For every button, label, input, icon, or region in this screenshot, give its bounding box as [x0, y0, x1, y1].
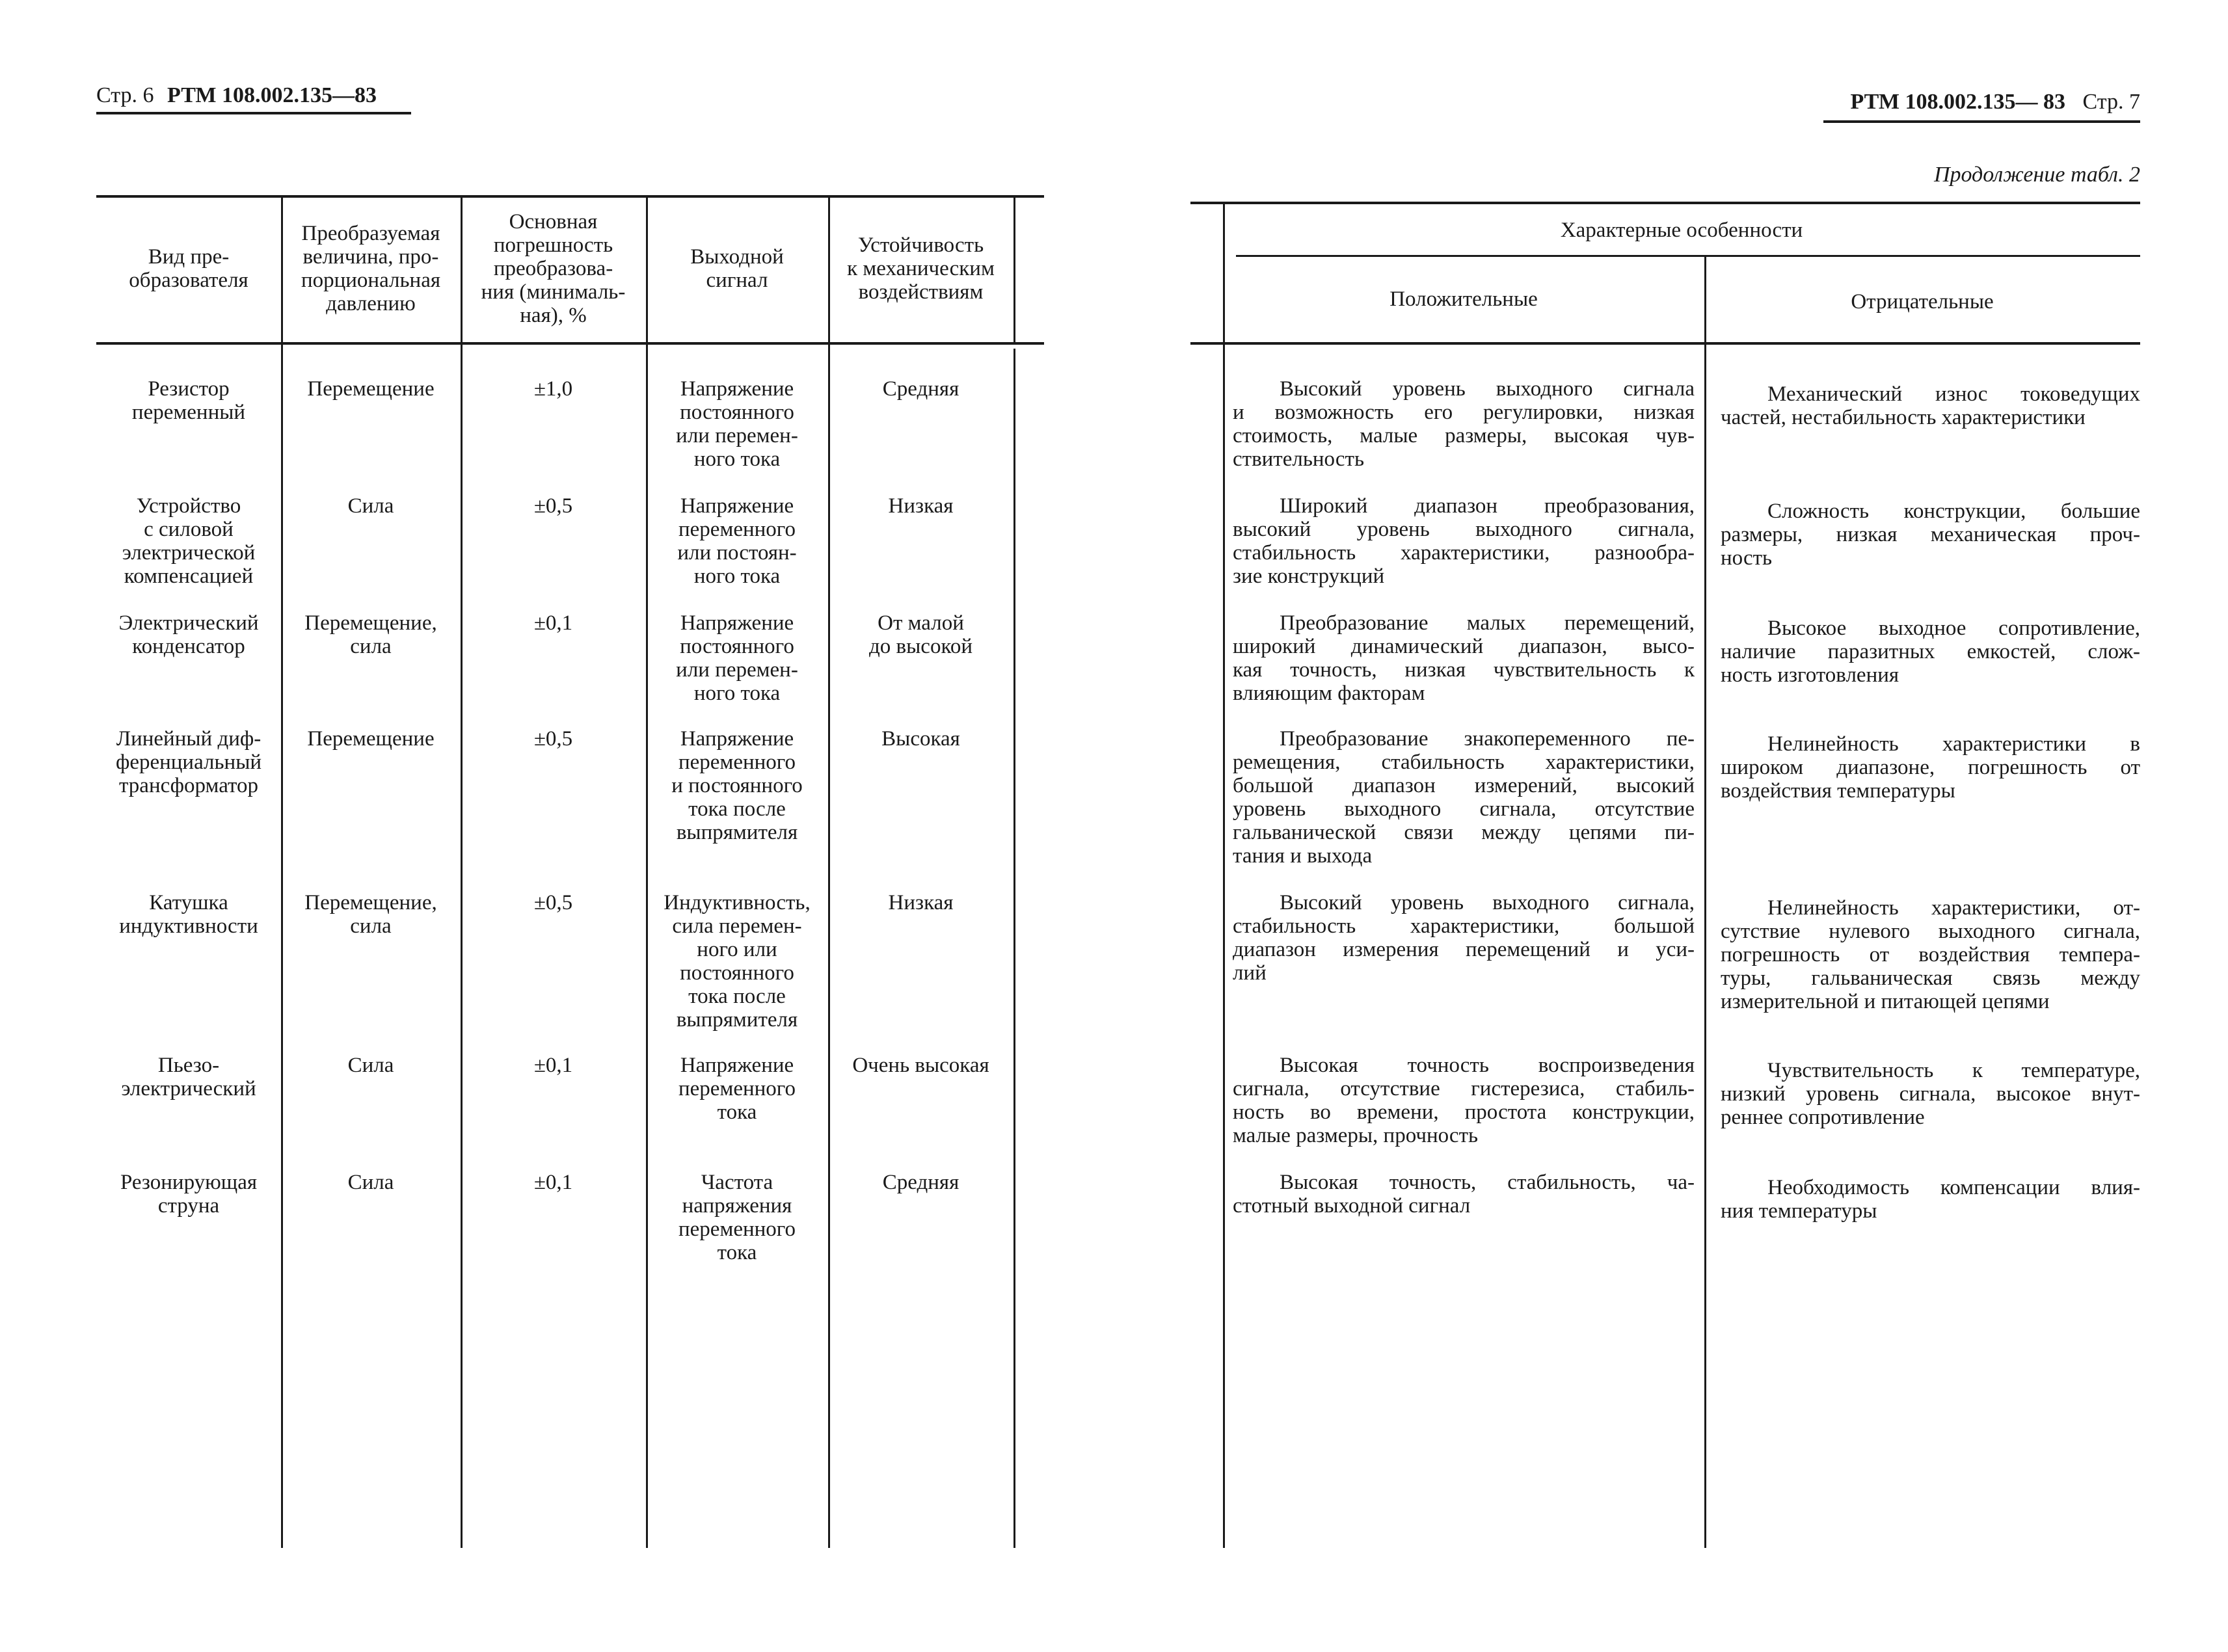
left-column-header [284, 222, 458, 315]
right-group-header: Характерные особенности [1560, 219, 1803, 242]
text-line: ность изготовления [1721, 663, 1899, 687]
left-table-cell-type [99, 1054, 278, 1100]
text-line: реннее сопротивление [1721, 1106, 1925, 1129]
text-line: широкий динамический диапазон, высо- [1233, 635, 1695, 658]
text-line: или постоян- [677, 541, 797, 565]
text-line: Сила [347, 1171, 394, 1194]
text-line: Устройство [136, 494, 241, 518]
left-table-cell-stability [831, 377, 1011, 401]
text-line: трансформатор [118, 774, 258, 797]
left-table-cell-output [649, 1171, 825, 1264]
text-line: струна [157, 1194, 220, 1218]
text-line: Пьезо- [157, 1054, 220, 1077]
left-table-cell-error: ±0,5 [533, 727, 573, 751]
left-table-cell-stability [831, 891, 1011, 914]
text-line: наличие паразитных емкостей, слож- [1721, 640, 2140, 663]
text-line: Механический износ токоведущих [1767, 382, 2140, 406]
right-middle-divider [1704, 255, 1706, 1548]
text-line: Нелинейность характеристики в [1767, 732, 2140, 756]
text-line: тания и выхода [1233, 844, 1373, 868]
negative-feature-cell [1721, 1176, 2140, 1223]
text-line: Напряжение [680, 1054, 794, 1077]
text-line: Средняя [882, 1171, 960, 1194]
text-line: постоянного [680, 635, 794, 658]
text-line: широком диапазоне, погрешность от [1721, 756, 2140, 779]
text-line: низкий уровень сигнала, высокое внут- [1721, 1082, 2140, 1106]
right-page-number: Стр. 7 [2082, 90, 2140, 114]
text-line: От малой [878, 611, 964, 635]
left-table-cell-quantity [284, 727, 458, 751]
right-table-header-rule [1190, 342, 2140, 345]
left-page-header [96, 83, 377, 108]
text-line: переменного [678, 1077, 796, 1100]
text-line: Чувствительность к температуре, [1767, 1059, 2140, 1082]
left-table-cell-output [649, 727, 825, 844]
text-line: электрический [121, 1077, 256, 1100]
text-line: ремещения, стабильность характеристики, [1233, 751, 1695, 774]
text-line: Преобразуемая [301, 222, 440, 245]
left-table-cell-output [649, 891, 825, 1032]
left-column-header [649, 245, 825, 292]
positive-feature-cell [1233, 727, 1695, 868]
text-line: Сила [347, 1054, 394, 1077]
text-line: стабильность характеристики, большой [1233, 914, 1695, 938]
text-line: или перемен- [676, 658, 798, 682]
left-table-cell-type [99, 1171, 278, 1218]
text-line: преобразова- [493, 257, 613, 280]
text-line: Резонирующая [120, 1171, 258, 1194]
text-line: сигнал [706, 269, 768, 292]
text-line: ного тока [693, 447, 781, 471]
text-line: Низкая [888, 494, 954, 518]
left-table-cell-error: ±0,1 [533, 1171, 573, 1194]
text-line: Высокая точность, стабильность, ча- [1280, 1171, 1695, 1194]
text-line: Линейный диф- [116, 727, 262, 751]
left-header-underline [96, 112, 411, 114]
text-line: тока [717, 1241, 757, 1264]
text-line: погрешность [493, 233, 613, 257]
left-table-cell-stability [831, 727, 1011, 751]
text-line: переменный [131, 401, 246, 424]
text-line: напряжения [682, 1194, 792, 1218]
right-doc-code: РТМ 108.002.135— 83 [1850, 90, 2065, 114]
left-page-number: Стр. 6 [96, 83, 154, 107]
text-line: Индуктивность, [664, 891, 811, 914]
text-line: гальванической связи между цепями пи- [1233, 821, 1695, 844]
left-table-cell-quantity [284, 891, 458, 938]
text-line: конденсатор [132, 635, 245, 658]
text-line: стабильность характеристики, разнообра- [1233, 541, 1695, 565]
text-line: ного тока [693, 682, 781, 705]
left-table-cell-error: ±0,5 [533, 891, 573, 914]
text-line: Электрический [118, 611, 259, 635]
left-table-cell-error: ±0,1 [533, 611, 573, 635]
left-table-cell-quantity [284, 1054, 458, 1077]
text-line: большой диапазон измерений, высокий [1233, 774, 1695, 797]
text-line: Высокий уровень выходного сигнала, [1280, 891, 1695, 914]
text-line: индуктивности [119, 914, 258, 938]
text-line: влияющим факторам [1233, 682, 1425, 705]
left-column-divider [281, 195, 283, 1548]
text-line: зие конструкций [1233, 565, 1385, 588]
text-line: диапазон измерения перемещений и уси- [1233, 938, 1695, 961]
text-line: Напряжение [680, 611, 794, 635]
text-line: уровень выходного сигнала, отсутствие [1233, 797, 1695, 821]
text-line: переменного [678, 1218, 796, 1241]
text-line: высокий уровень выходного сигнала, [1233, 518, 1695, 541]
right-table-top-rule [1190, 202, 2140, 204]
left-table-cell-type [99, 494, 278, 588]
left-table-cell-type [99, 377, 278, 424]
positive-feature-cell [1233, 494, 1695, 588]
text-line: к механическим [847, 257, 995, 280]
text-line: Перемещение, [304, 891, 437, 914]
text-line: Средняя [882, 377, 960, 401]
right-table-group-rule [1236, 255, 2140, 257]
text-line: давлению [326, 292, 416, 315]
table-continuation-label: Продолжение табл. 2 [1933, 163, 2140, 187]
left-table-cell-type [99, 611, 278, 658]
right-outer-divider [1223, 202, 1225, 1548]
text-line: Высокий уровень выходного сигнала [1280, 377, 1695, 401]
text-line: ность во времени, простота конструкции, [1233, 1100, 1695, 1124]
positive-feature-cell [1233, 891, 1695, 985]
left-table-cell-stability [831, 611, 1011, 658]
text-line: тока после [688, 797, 786, 821]
left-column-header [831, 233, 1011, 304]
left-table-top-rule [96, 195, 1044, 198]
text-line: Напряжение [680, 494, 794, 518]
text-line: и постоянного [671, 774, 803, 797]
left-column-header [463, 210, 643, 327]
text-line: Напряжение [680, 727, 794, 751]
text-line: Высокая [881, 727, 960, 751]
left-table-cell-error: ±0,5 [533, 494, 573, 518]
text-line: образователя [129, 269, 248, 292]
text-line: величина, про- [302, 245, 439, 269]
left-table-cell-output [649, 611, 825, 705]
text-line: и возможность его регулировки, низкая [1233, 401, 1695, 424]
text-line: ференциальный [115, 751, 262, 774]
negative-feature-cell [1721, 617, 2140, 687]
text-line: Основная [509, 210, 598, 233]
negative-feature-cell [1721, 382, 2140, 429]
text-line: стотный выходной сигнал [1233, 1194, 1471, 1218]
text-line: стоимость, малые размеры, высокая чув- [1233, 424, 1695, 447]
text-line: ствительность [1233, 447, 1364, 471]
text-line: Перемещение [307, 727, 435, 751]
left-table-cell-quantity [284, 494, 458, 518]
text-line: воздействия температуры [1721, 779, 1955, 803]
left-doc-code: РТМ 108.002.135—83 [167, 83, 377, 107]
right-page-header [1850, 90, 2140, 114]
text-line: ного или [697, 938, 777, 961]
text-line: ность [1721, 546, 1773, 570]
text-line: Частота [701, 1171, 773, 1194]
text-line: ния температуры [1721, 1199, 1877, 1223]
text-line: порциональная [301, 269, 441, 292]
text-line: сила [350, 914, 392, 938]
left-column-divider [828, 195, 830, 1548]
left-column-divider [646, 195, 648, 1548]
text-line: выпрямителя [676, 821, 798, 844]
left-column-divider [1013, 195, 1015, 342]
left-table-cell-stability [831, 1054, 1011, 1077]
text-line: Вид пре- [148, 245, 230, 269]
left-table-cell-output [649, 1054, 825, 1124]
text-line: до высокой [869, 635, 973, 658]
left-table-cell-quantity [284, 1171, 458, 1194]
text-line: или перемен- [676, 424, 798, 447]
left-table-cell-stability [831, 494, 1011, 518]
text-line: ния (минималь- [481, 280, 626, 304]
text-line: сила [350, 635, 392, 658]
text-line: Высокая точность воспроизведения [1280, 1054, 1695, 1077]
text-line: Сложность конструкции, большие [1767, 500, 2140, 523]
text-line: размеры, низкая механическая проч- [1721, 523, 2140, 546]
negative-feature-cell [1721, 500, 2140, 570]
text-line: Сила [347, 494, 394, 518]
text-line: воздействиям [858, 280, 984, 304]
text-line: частей, нестабильность характеристики [1721, 406, 2086, 429]
left-table-cell-output [649, 377, 825, 471]
text-line: Очень высокая [852, 1054, 989, 1077]
text-line: лий [1233, 961, 1267, 985]
text-line: Резистор [148, 377, 230, 401]
text-line: Широкий диапазон преобразования, [1280, 494, 1695, 518]
text-line: измерительной и питающей цепями [1721, 990, 2050, 1013]
negative-feature-cell [1721, 1059, 2140, 1129]
text-line: Напряжение [680, 377, 794, 401]
text-line: Низкая [888, 891, 954, 914]
text-line: ная), % [520, 304, 587, 327]
text-line: сигнала, отсутствие гистерезиса, стабиль- [1233, 1077, 1695, 1100]
right-column-header-positive: Положительные [1389, 287, 1538, 311]
text-line: Перемещение, [304, 611, 437, 635]
positive-feature-cell [1233, 1054, 1695, 1147]
text-line: Необходимость компенсации влия- [1767, 1176, 2140, 1199]
text-line: Высокое выходное сопротивление, [1767, 617, 2140, 640]
text-line: малые размеры, прочность [1233, 1124, 1479, 1147]
right-column-header-negative: Отрицательные [1851, 290, 1994, 313]
left-table-cell-error: ±0,1 [533, 1054, 573, 1077]
text-line: Нелинейность характеристики, от- [1767, 896, 2140, 920]
text-line: тока после [688, 985, 786, 1008]
left-table-cell-stability [831, 1171, 1011, 1194]
text-line: Устойчивость [857, 233, 984, 257]
text-line: постоянного [680, 961, 794, 985]
text-line: компенсацией [124, 565, 254, 588]
text-line: переменного [678, 518, 796, 541]
text-line: выпрямителя [676, 1008, 798, 1032]
text-line: туры, гальваническая связь между [1721, 966, 2140, 990]
text-line: Катушка [149, 891, 228, 914]
positive-feature-cell [1233, 1171, 1695, 1218]
left-table-header-rule [96, 342, 1044, 345]
text-line: сила перемен- [672, 914, 802, 938]
text-line: погрешность от воздействия темпера- [1721, 943, 2140, 966]
left-table-cell-error: ±1,0 [533, 377, 573, 401]
text-line: переменного [678, 751, 796, 774]
text-line: тока [717, 1100, 757, 1124]
left-table-cell-output [649, 494, 825, 588]
text-line: с силовой [144, 518, 234, 541]
text-line: Преобразование знакопеременного пе- [1280, 727, 1695, 751]
right-header-underline [1823, 120, 2140, 123]
text-line: Перемещение [307, 377, 435, 401]
left-table-cell-type [99, 727, 278, 797]
left-column-header [99, 245, 278, 292]
positive-feature-cell [1233, 611, 1695, 705]
text-line: кая точность, низкая чувствительность к [1233, 658, 1695, 682]
text-line: Выходной [690, 245, 784, 269]
left-table-cell-type [99, 891, 278, 938]
left-column-divider [1013, 349, 1015, 1548]
text-line: постоянного [680, 401, 794, 424]
positive-feature-cell [1233, 377, 1695, 471]
text-line: Преобразование малых перемещений, [1280, 611, 1695, 635]
left-column-divider [461, 195, 463, 1548]
text-line: электрической [122, 541, 256, 565]
negative-feature-cell [1721, 896, 2140, 1013]
text-line: ного тока [693, 565, 781, 588]
left-table-cell-quantity [284, 611, 458, 658]
text-line: сутствие нулевого выходного сигнала, [1721, 920, 2140, 943]
negative-feature-cell [1721, 732, 2140, 803]
left-table-cell-quantity [284, 377, 458, 401]
